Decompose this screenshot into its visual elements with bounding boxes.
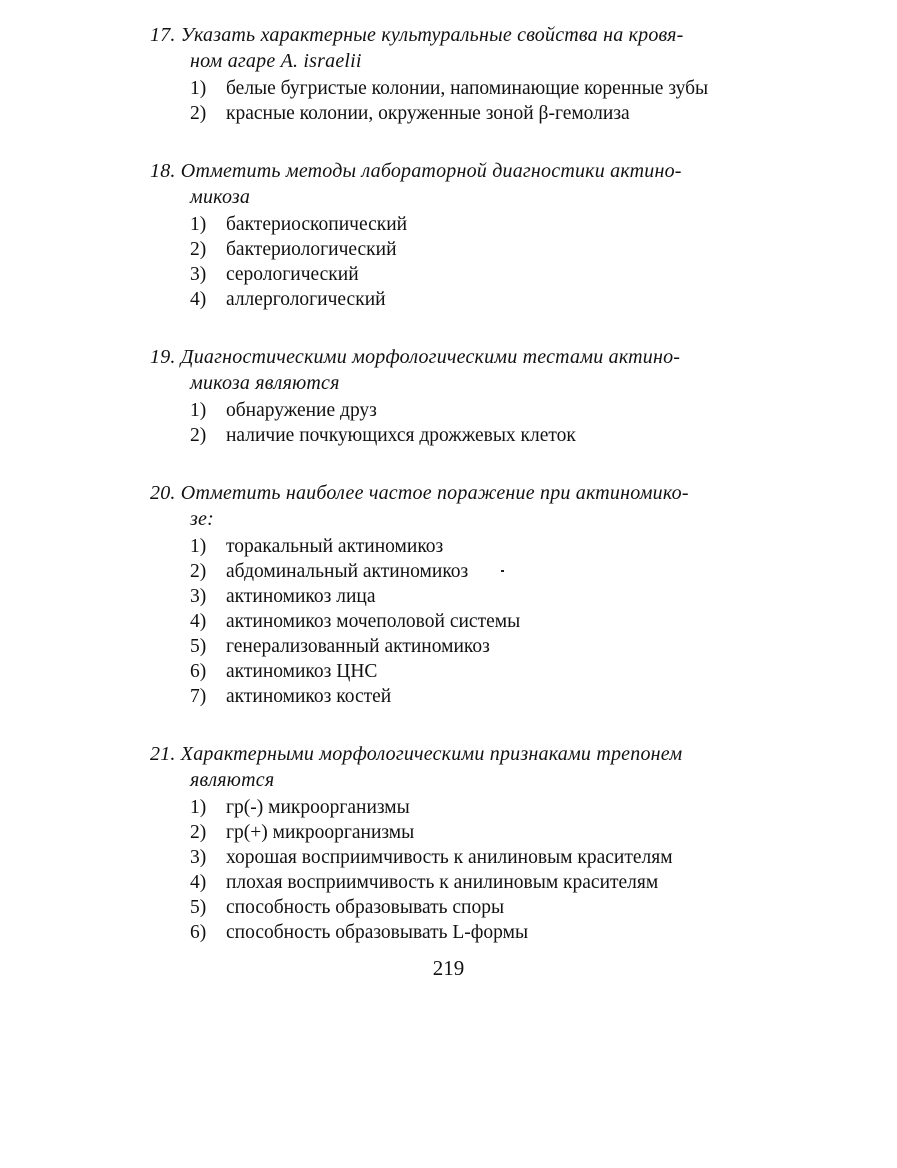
question-title-line: микоза являются: [190, 372, 340, 394]
answer-text: красные колонии, окруженные зоной β-гемолиза: [226, 103, 630, 124]
answer-list: [150, 795, 760, 945]
answer-number: 3): [190, 586, 207, 607]
answer-number: 1): [190, 214, 207, 235]
question-title-line: 19. Диагностическими морфологическими тестами актино-: [150, 346, 681, 368]
answer-list: [150, 212, 760, 312]
answer-item: [150, 237, 760, 262]
answer-number: 2): [190, 561, 207, 582]
answer-item: [150, 634, 760, 659]
answer-text: торакальный актиномикоз: [226, 536, 444, 557]
answer-number: 6): [190, 922, 207, 943]
answer-number: 4): [190, 611, 207, 632]
answer-number: 2): [190, 103, 207, 124]
question-19: [150, 344, 760, 448]
answer-number: 6): [190, 661, 207, 682]
answer-item: [150, 423, 760, 448]
answer-item: [150, 920, 760, 945]
answer-list: [150, 398, 760, 448]
answer-list: [150, 76, 760, 126]
answer-text: серологический: [226, 264, 359, 285]
question-title-line: микоза: [190, 186, 251, 208]
answer-item: [150, 534, 760, 559]
question-title: [150, 344, 760, 396]
answer-number: 1): [190, 536, 207, 557]
answer-text: аллергологический: [226, 289, 386, 310]
answer-text: плохая восприимчивость к анилиновым красителям: [226, 872, 659, 893]
answer-text: наличие почкующихся дрожжевых клеток: [226, 425, 576, 446]
question-20: [150, 480, 760, 709]
answer-item: [150, 101, 760, 126]
answer-text: актиномикоз лица: [226, 586, 376, 607]
page-content: [150, 22, 760, 977]
answer-text: гр(+) микроорганизмы: [226, 822, 415, 843]
answer-number: 1): [190, 797, 207, 818]
answer-number: 2): [190, 239, 207, 260]
answer-text: способность образовывать L-формы: [226, 922, 529, 943]
answer-text: белые бугристые колонии, напоминающие коренные зубы: [226, 78, 709, 99]
question-title-line: являются: [190, 769, 275, 791]
page-number: 219: [432, 956, 465, 980]
answer-number: 3): [190, 264, 207, 285]
question-title: [150, 22, 760, 74]
answer-item: [150, 795, 760, 820]
question-title-line: 17. Указать характерные культуральные свойства на кровя-: [150, 24, 684, 46]
answer-number: 5): [190, 897, 207, 918]
answer-number: 2): [190, 822, 207, 843]
answer-item: [150, 609, 760, 634]
answer-number: 7): [190, 686, 207, 707]
question-title-line: 21. Характерными морфологическими признаками трепонем: [150, 743, 683, 765]
scan-speck: [501, 570, 504, 572]
answer-item: [150, 212, 760, 237]
question-title-line: зе:: [190, 508, 214, 530]
answer-item: [150, 398, 760, 423]
answer-item: [150, 584, 760, 609]
answer-item: [150, 820, 760, 845]
question-21: [150, 741, 760, 945]
question-title-line: ном агаре A. israelii: [190, 50, 362, 72]
answer-text: актиномикоз ЦНС: [226, 661, 378, 682]
answer-text: генерализованный актиномикоз: [226, 636, 490, 657]
answer-text: хорошая восприимчивость к анилиновым красителям: [226, 847, 673, 868]
answer-item: [150, 659, 760, 684]
question-18: [150, 158, 760, 312]
answer-text: актиномикоз мочеполовой системы: [226, 611, 521, 632]
question-title: [150, 158, 760, 210]
answer-number: 1): [190, 78, 207, 99]
answer-item: [150, 870, 760, 895]
question-title: [150, 480, 760, 532]
answer-item: [150, 895, 760, 920]
answer-item: [150, 76, 760, 101]
question-title: [150, 741, 760, 793]
answer-list: [150, 534, 760, 709]
answer-item: [150, 559, 760, 584]
answer-number: 1): [190, 400, 207, 421]
answer-text: способность образовывать споры: [226, 897, 505, 918]
answer-number: 2): [190, 425, 207, 446]
answer-item: [150, 262, 760, 287]
answer-number: 4): [190, 872, 207, 893]
answer-item: [150, 684, 760, 709]
question-title-line: 20. Отметить наиболее частое поражение при актиномико-: [150, 482, 689, 504]
answer-text: абдоминальный актиномикоз: [226, 561, 469, 582]
answer-number: 4): [190, 289, 207, 310]
answer-item: [150, 287, 760, 312]
answer-number: 5): [190, 636, 207, 657]
answer-text: бактериоскопический: [226, 214, 408, 235]
answer-text: гр(-) микроорганизмы: [226, 797, 410, 818]
answer-text: актиномикоз костей: [226, 686, 392, 707]
answer-number: 3): [190, 847, 207, 868]
answer-text: обнаружение друз: [226, 400, 377, 421]
question-17: [150, 22, 760, 126]
answer-text: бактериологический: [226, 239, 397, 260]
answer-item: [150, 845, 760, 870]
question-title-line: 18. Отметить методы лабораторной диагностики актино-: [150, 160, 682, 182]
